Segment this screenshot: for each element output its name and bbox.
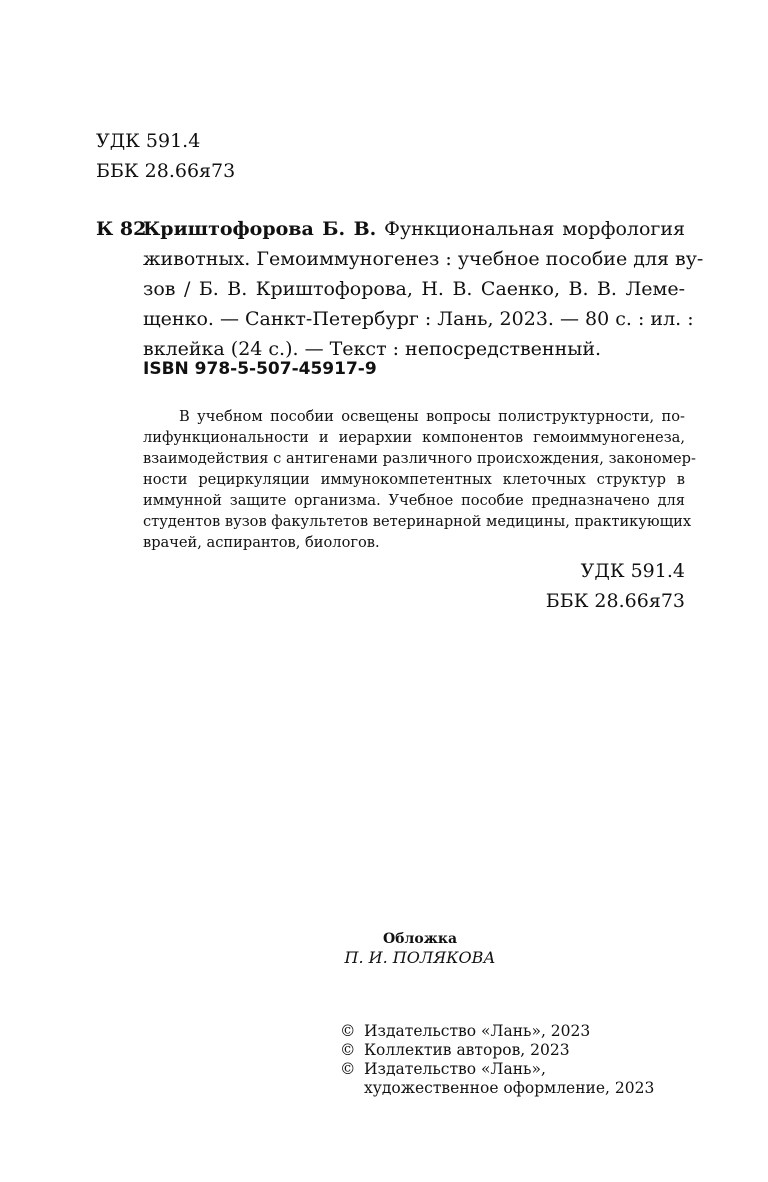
bibliographic-entry bbox=[143, 214, 704, 364]
classification-codes-bottom bbox=[546, 556, 685, 616]
copyright-icon: © bbox=[340, 1060, 356, 1078]
cover-artist: П. И. ПОЛЯКОВА bbox=[344, 948, 496, 967]
copyright-notices bbox=[340, 1022, 654, 1098]
copyright-row: © Коллектив авторов, 2023 bbox=[340, 1041, 570, 1059]
classification-codes-top bbox=[96, 126, 235, 186]
copyright-row: © Издательство «Лань», 2023 bbox=[340, 1022, 591, 1040]
cover-label: Обложка bbox=[382, 931, 458, 947]
abstract bbox=[143, 406, 696, 553]
copyright-row: © Издательство «Лань», bbox=[340, 1060, 546, 1078]
author-name: Криштофорова Б. В. bbox=[143, 218, 377, 240]
entry-line: щенко. — Санкт-Петербург : Лань, 2023. — 80 с. : ил. : bbox=[143, 308, 694, 330]
entry-line: животных. Гемоиммуногенез : учебное пособие для ву- bbox=[143, 248, 704, 270]
abstract-line: иммунной защите организма. Учебное пособие предназначено для bbox=[143, 492, 685, 509]
catalog-id: К 82 bbox=[96, 218, 147, 240]
copyright-icon: © bbox=[340, 1022, 356, 1040]
udk-code: УДК 591.4 bbox=[580, 560, 685, 582]
abstract-line: взаимодействия с антигенами различного происхождения, закономер- bbox=[143, 450, 696, 467]
bbk-code: ББК 28.66я73 bbox=[96, 160, 236, 182]
abstract-line: ности рециркуляции иммунокомпетентных клеточных структур в bbox=[143, 471, 685, 488]
cover-credit bbox=[320, 930, 520, 968]
copyright-row-continuation: художественное оформление, 2023 bbox=[364, 1079, 655, 1097]
bbk-code: ББК 28.66я73 bbox=[545, 590, 685, 612]
entry-line: Криштофорова Б. В. Функциональная морфология bbox=[143, 218, 686, 240]
copyright-icon: © bbox=[340, 1041, 356, 1059]
abstract-line: лифункциональности и иерархии компонентов гемоиммуногенеза, bbox=[143, 429, 685, 446]
abstract-line: врачей, аспирантов, биологов. bbox=[143, 534, 380, 551]
entry-line: вклейка (24 с.). — Текст : непосредственный. bbox=[143, 338, 602, 360]
isbn: ISBN 978-5-507-45917-9 bbox=[143, 359, 377, 379]
udk-code: УДК 591.4 bbox=[96, 130, 201, 152]
entry-line: зов / Б. В. Криштофорова, Н. В. Саенко, В. В. Леме- bbox=[143, 278, 685, 300]
abstract-line: студентов вузов факультетов ветеринарной медицины, практикующих bbox=[143, 513, 692, 530]
abstract-line: В учебном пособии освещены вопросы полиструктурности, по- bbox=[179, 408, 685, 425]
